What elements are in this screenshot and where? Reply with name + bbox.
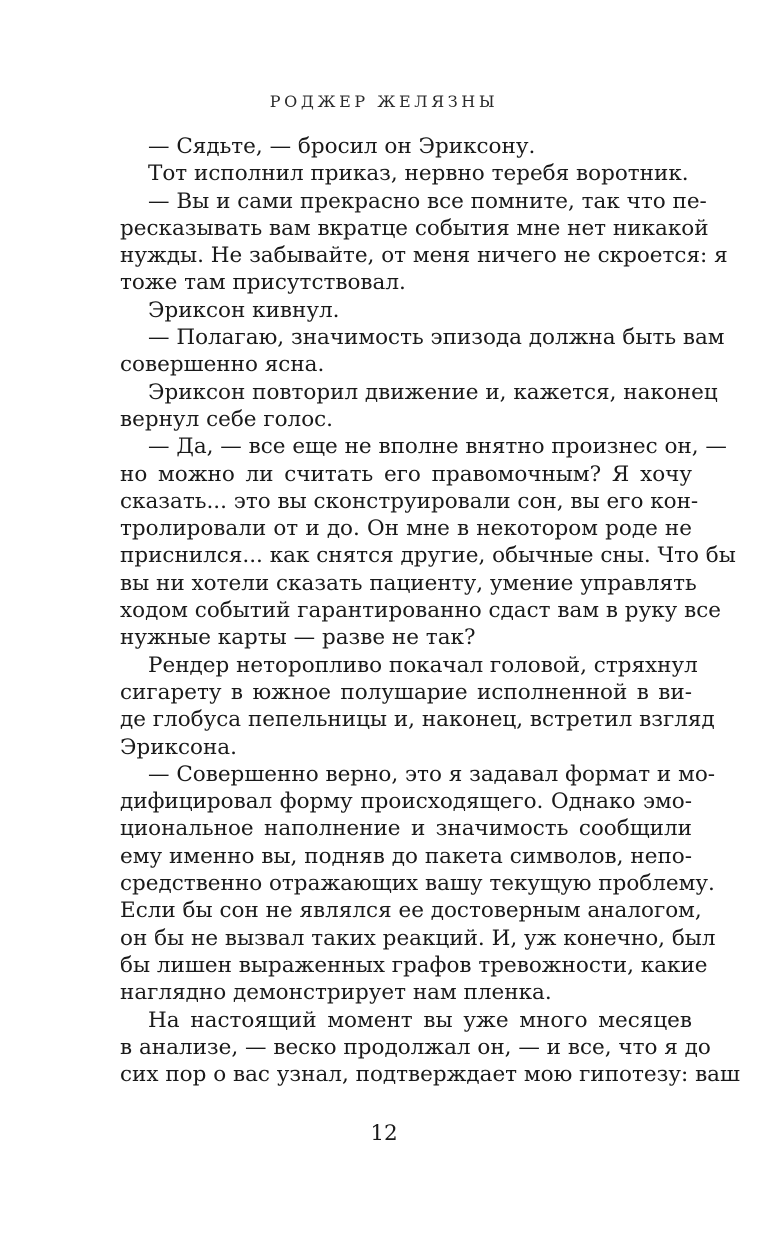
text-line: циональное наполнение и значимость сообщили bbox=[120, 816, 692, 842]
page-number: 12 bbox=[370, 1121, 398, 1146]
text-line: де глобуса пепельницы и, наконец, встретил взгляд bbox=[120, 707, 715, 733]
text-line: сигарету в южное полушарие исполненной в ви- bbox=[120, 679, 692, 705]
text-line: тоже там присутствовал. bbox=[120, 270, 406, 296]
text-line: ходом событий гарантированно сдаст вам в руку все bbox=[120, 598, 722, 624]
text-line: ресказывать вам вкратце события мне нет никакой bbox=[120, 215, 709, 241]
text-line: Тот исполнил приказ, нервно теребя воротник. bbox=[148, 161, 689, 187]
text-line: Эриксон кивнул. bbox=[148, 297, 340, 323]
text-line: сказать... это вы сконструировали сон, вы его кон- bbox=[120, 488, 699, 514]
text-line: вернул себе голос. bbox=[120, 406, 334, 432]
text-line: бы лишен выраженных графов тревожности, какие bbox=[120, 952, 708, 978]
running-head: РОДЖЕР ЖЕЛЯЗНЫ bbox=[269, 92, 499, 111]
text-line: но можно ли считать его правомочным? Я хочу bbox=[120, 461, 692, 487]
text-line: сих пор о вас узнал, подтверждает мою гипотезу: ваш bbox=[120, 1062, 740, 1088]
text-line: Если бы сон не являлся ее достоверным аналогом, bbox=[120, 898, 702, 924]
text-line: — Полагаю, значимость эпизода должна быть вам bbox=[148, 325, 725, 351]
text-line: — Сядьте, — бросил он Эриксону. bbox=[148, 134, 536, 159]
body-text bbox=[120, 133, 740, 1088]
text-line: — Да, — все еще не вполне внятно произнес он, — bbox=[148, 434, 727, 460]
text-line: тролировали от и до. Он мне в некотором роде не bbox=[120, 516, 692, 542]
text-line: приснился... как снятся другие, обычные сны. Что бы bbox=[120, 543, 736, 569]
text-line: вы ни хотели сказать пациенту, умение управлять bbox=[120, 570, 697, 596]
text-line: в анализе, — веско продолжал он, — и все, что я до bbox=[120, 1034, 711, 1060]
text-line: — Совершенно верно, это я задавал формат и мо- bbox=[148, 761, 716, 787]
text-line: Рендер неторопливо покачал головой, стряхнул bbox=[148, 652, 698, 678]
text-line: — Вы и сами прекрасно все помните, так что пе- bbox=[148, 188, 707, 214]
text-line: нужды. Не забывайте, от меня ничего не скроется: я bbox=[120, 243, 728, 269]
text-line: средственно отражающих вашу текущую проблему. bbox=[120, 871, 715, 897]
text-line: наглядно демонстрирует нам пленка. bbox=[120, 980, 552, 1006]
text-line: он бы не вызвал таких реакций. И, уж конечно, был bbox=[120, 925, 716, 951]
text-line: ему именно вы, подняв до пакета символов, непо- bbox=[120, 843, 692, 869]
text-line: нужные карты — разве не так? bbox=[120, 625, 476, 651]
text-line: На настоящий момент вы уже много месяцев bbox=[148, 1007, 692, 1033]
text-line: совершенно ясна. bbox=[120, 352, 325, 378]
text-line: Эриксона. bbox=[120, 734, 237, 760]
text-line: Эриксон повторил движение и, кажется, наконец bbox=[148, 379, 718, 405]
text-line: дифицировал форму происходящего. Однако эмо- bbox=[120, 789, 692, 815]
